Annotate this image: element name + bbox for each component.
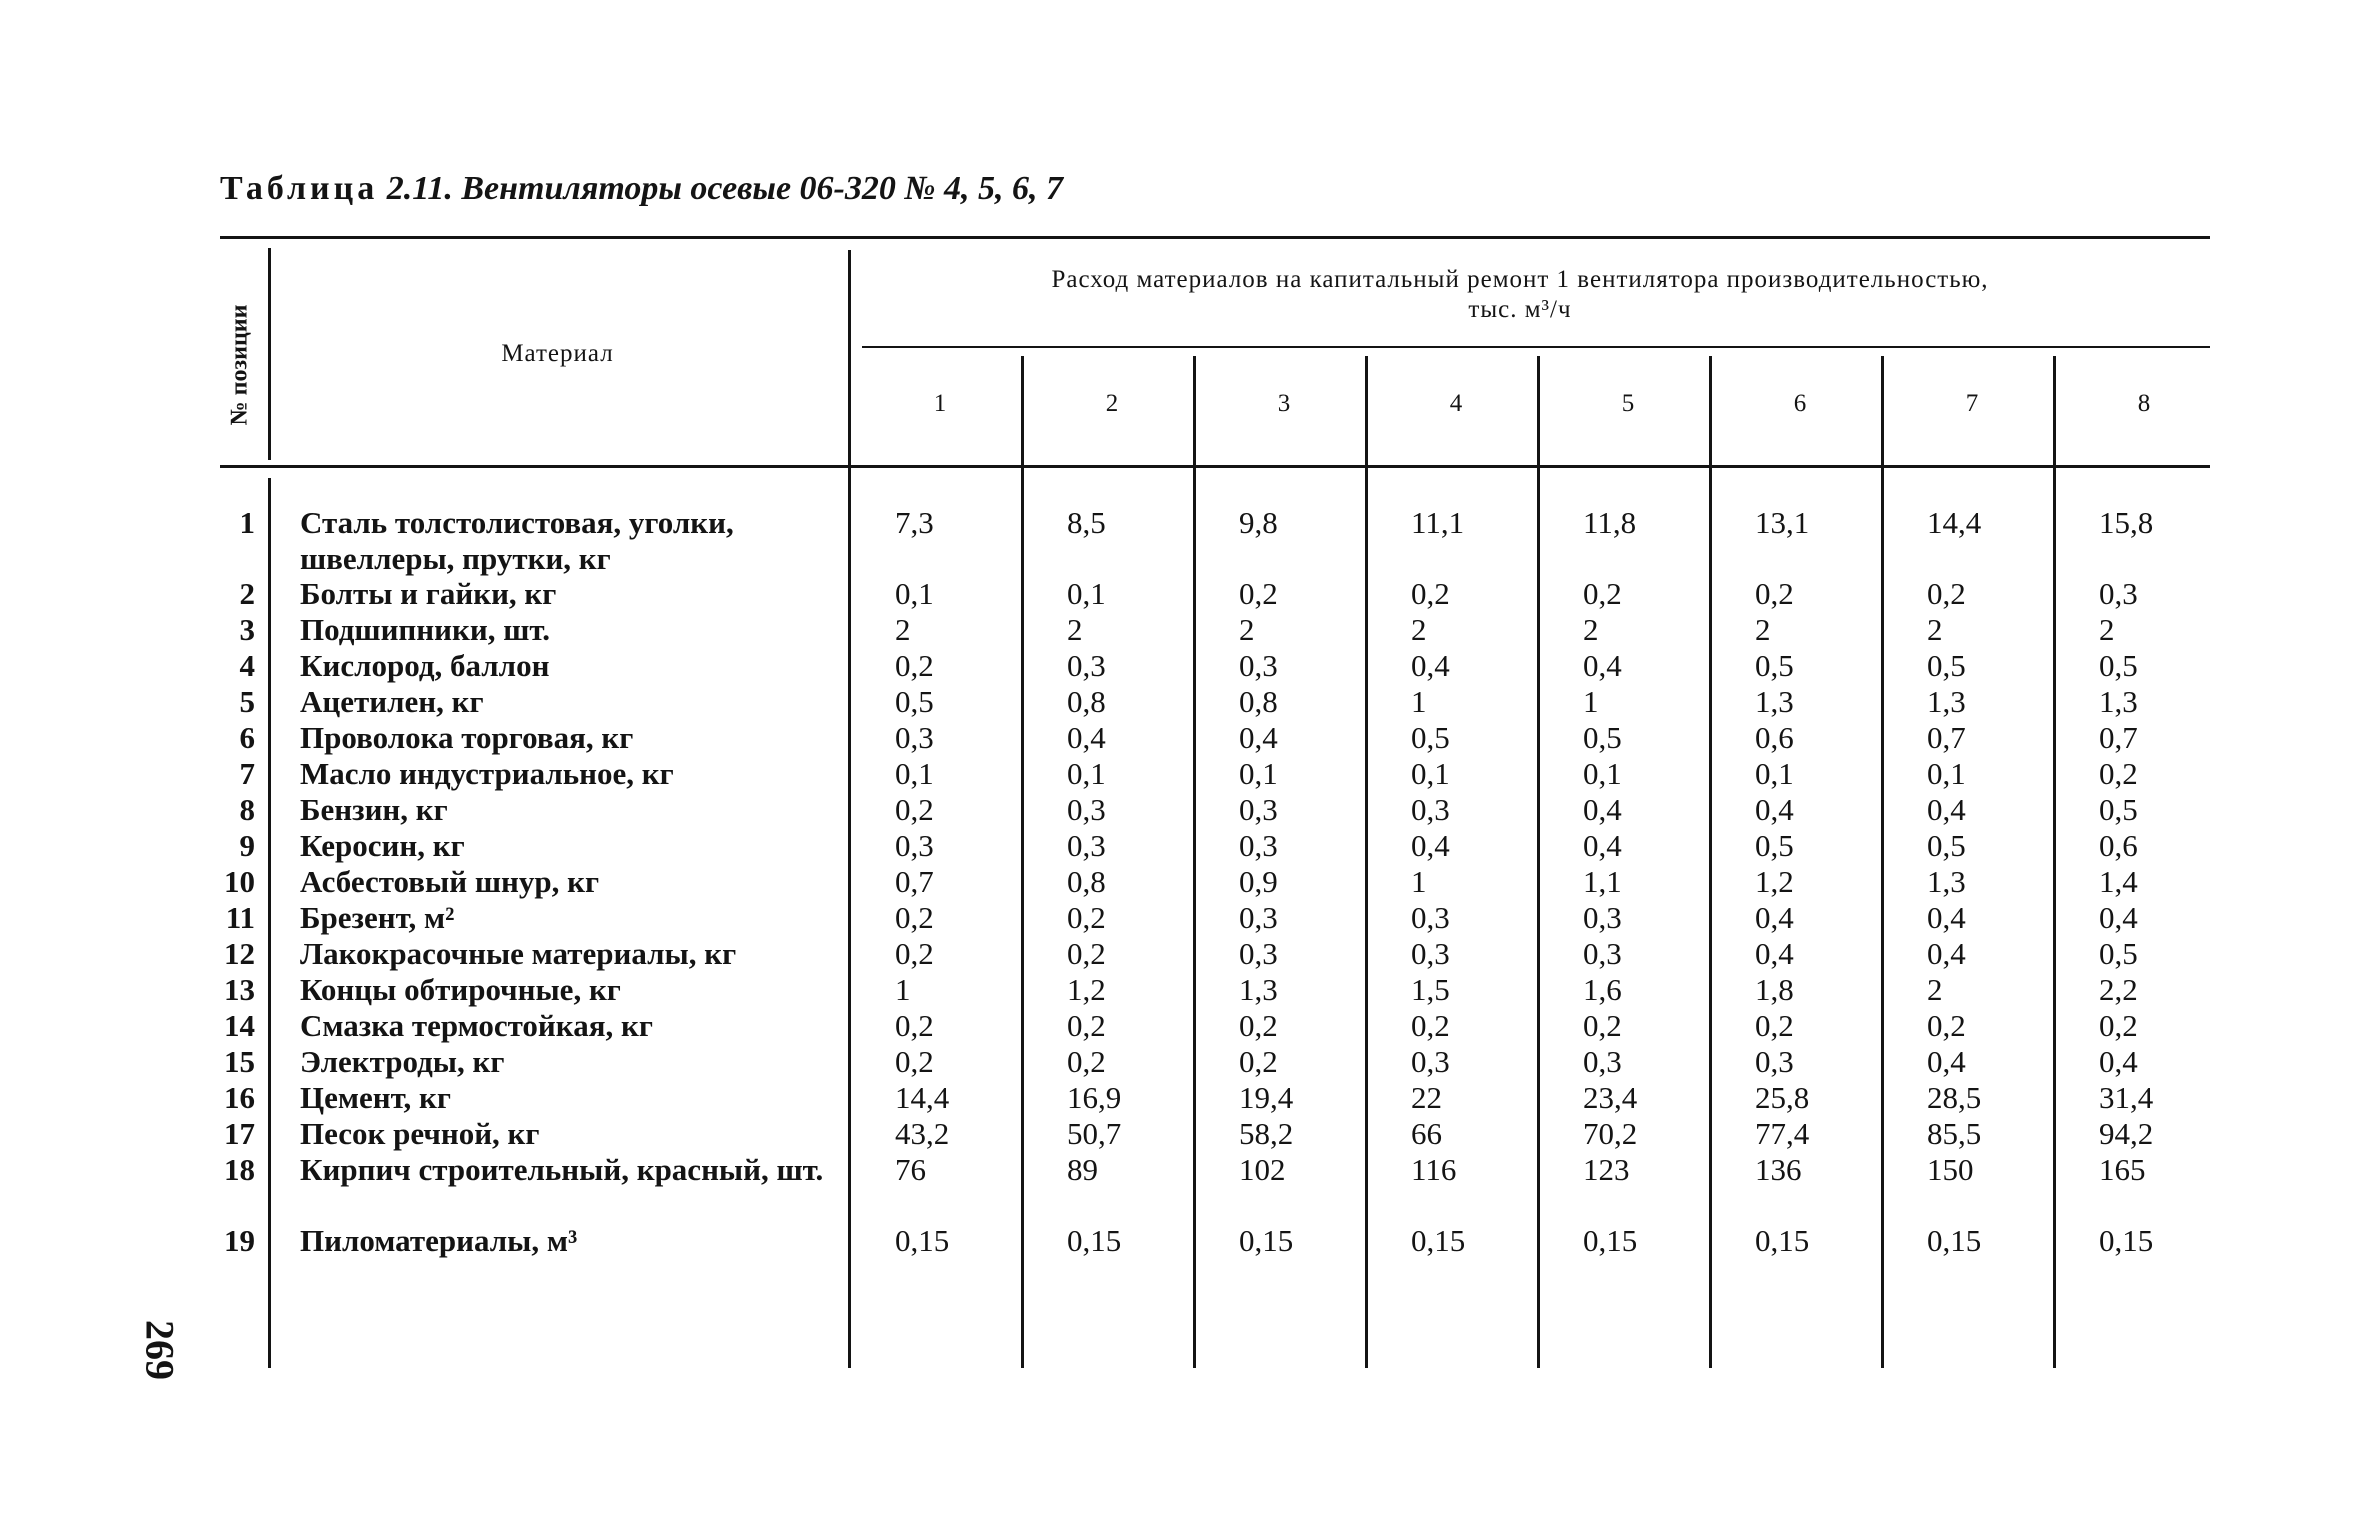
row-value-col-5: 0,3: [1583, 936, 1622, 971]
row-value-col-8: 0,2: [2099, 1008, 2138, 1043]
row-value-col-5: 11,8: [1583, 505, 1637, 540]
row-value-col-2: 0,1: [1067, 756, 1106, 791]
row-value-col-7: 0,7: [1927, 720, 1966, 755]
row-position: 3: [239, 612, 255, 647]
row-material: Цемент, кг: [300, 1080, 451, 1115]
top-rule: [220, 236, 2210, 239]
row-material: Смазка термостойкая, кг: [300, 1008, 653, 1043]
table-row: [0, 756, 2362, 792]
row-value-col-5: 1: [1583, 684, 1599, 719]
column-number-3: 3: [1277, 390, 1291, 417]
row-material: Кислород, баллон: [300, 648, 550, 683]
row-value-col-3: 0,4: [1239, 720, 1278, 755]
row-value-col-1: 0,5: [895, 684, 934, 719]
row-value-col-3: 102: [1239, 1152, 1286, 1187]
row-value-col-7: 85,5: [1927, 1116, 1982, 1151]
row-position: 7: [239, 756, 255, 791]
row-position: 10: [224, 864, 255, 899]
row-value-col-4: 0,3: [1411, 900, 1450, 935]
row-value-col-6: 0,4: [1755, 900, 1794, 935]
row-value-col-6: 0,4: [1755, 936, 1794, 971]
row-value-col-8: 0,2: [2099, 756, 2138, 791]
row-material: Сталь толстолистовая, уголки, швеллеры, прутки, кг: [300, 505, 734, 576]
table-row: [0, 720, 2362, 756]
row-value-col-2: 2: [1067, 612, 1083, 647]
row-value-col-3: 0,3: [1239, 828, 1278, 863]
row-value-col-3: 58,2: [1239, 1116, 1294, 1151]
row-value-col-1: 0,2: [895, 936, 934, 971]
row-value-col-1: 0,3: [895, 720, 934, 755]
row-value-col-7: 150: [1927, 1152, 1974, 1187]
column-number-6: 6: [1793, 390, 1807, 417]
row-value-col-3: 0,1: [1239, 756, 1278, 791]
row-value-col-8: 0,4: [2099, 900, 2138, 935]
row-position: 17: [224, 1116, 255, 1151]
header-consumption: [850, 265, 2190, 325]
row-value-col-7: 14,4: [1927, 505, 1982, 540]
table-row: [0, 684, 2362, 720]
row-value-col-5: 2: [1583, 612, 1599, 647]
table-row: [0, 936, 2362, 972]
row-value-col-8: 1,4: [2099, 864, 2138, 899]
row-value-col-3: 0,8: [1239, 684, 1278, 719]
row-material: Бензин, кг: [300, 792, 448, 827]
row-material: Подшипники, шт.: [300, 612, 551, 647]
row-value-col-2: 0,3: [1067, 792, 1106, 827]
row-value-col-4: 0,4: [1411, 648, 1450, 683]
row-value-col-3: 0,2: [1239, 576, 1278, 611]
table-caption: [220, 170, 1063, 208]
row-value-col-2: 0,8: [1067, 864, 1106, 899]
row-value-col-6: 13,1: [1755, 505, 1810, 540]
row-position: 18: [224, 1152, 255, 1187]
row-value-col-8: 0,15: [2099, 1223, 2154, 1258]
header-position: [205, 265, 275, 465]
row-value-col-6: 2: [1755, 612, 1771, 647]
row-value-col-2: 0,15: [1067, 1223, 1122, 1258]
row-value-col-5: 0,2: [1583, 576, 1622, 611]
row-value-col-6: 136: [1755, 1152, 1802, 1187]
table-row: [0, 1116, 2362, 1152]
page-number: [120, 1310, 200, 1390]
table-row: [0, 1044, 2362, 1080]
row-value-col-3: 0,3: [1239, 792, 1278, 827]
row-position: 2: [239, 576, 255, 611]
column-number-7: 7: [1965, 390, 1979, 417]
row-value-col-1: 76: [895, 1152, 926, 1187]
row-value-col-5: 23,4: [1583, 1080, 1638, 1115]
table-row: [0, 900, 2362, 936]
row-value-col-2: 0,3: [1067, 828, 1106, 863]
row-value-col-4: 0,3: [1411, 1044, 1450, 1079]
row-value-col-2: 0,2: [1067, 1044, 1106, 1079]
row-value-col-3: 0,2: [1239, 1008, 1278, 1043]
row-value-col-1: 0,1: [895, 756, 934, 791]
row-value-col-8: 1,3: [2099, 684, 2138, 719]
row-value-col-1: 0,2: [895, 1008, 934, 1043]
header-consumption-line2: тыс. м³/ч: [1468, 296, 1572, 323]
row-value-col-2: 0,8: [1067, 684, 1106, 719]
row-value-col-1: 0,2: [895, 648, 934, 683]
row-value-col-5: 0,4: [1583, 828, 1622, 863]
row-material: Болты и гайки, кг: [300, 576, 557, 611]
row-value-col-8: 0,5: [2099, 792, 2138, 827]
row-value-col-8: 0,5: [2099, 648, 2138, 683]
row-position: 15: [224, 1044, 255, 1079]
row-value-col-7: 0,5: [1927, 648, 1966, 683]
row-value-col-4: 2: [1411, 612, 1427, 647]
header-bottom-rule: [220, 465, 2210, 468]
row-value-col-8: 0,3: [2099, 576, 2138, 611]
row-value-col-7: 0,5: [1927, 828, 1966, 863]
column-number-8: 8: [2137, 390, 2151, 417]
table-row: [0, 1008, 2362, 1044]
row-value-col-6: 1,2: [1755, 864, 1794, 899]
row-value-col-7: 28,5: [1927, 1080, 1982, 1115]
row-value-col-3: 0,2: [1239, 1044, 1278, 1079]
row-value-col-4: 66: [1411, 1116, 1442, 1151]
column-number-5: 5: [1621, 390, 1635, 417]
row-value-col-1: 0,2: [895, 792, 934, 827]
row-value-col-7: 1,3: [1927, 864, 1966, 899]
caption-label: Таблица: [220, 170, 379, 207]
row-value-col-3: 0,3: [1239, 900, 1278, 935]
row-value-col-7: 0,2: [1927, 1008, 1966, 1043]
row-value-col-6: 1,8: [1755, 972, 1794, 1007]
row-value-col-5: 0,4: [1583, 648, 1622, 683]
row-value-col-5: 0,3: [1583, 1044, 1622, 1079]
row-value-col-4: 0,1: [1411, 756, 1450, 791]
row-material: Брезент, м²: [300, 900, 455, 935]
row-material: Проволока торговая, кг: [300, 720, 634, 755]
row-value-col-1: 0,7: [895, 864, 934, 899]
row-material: Электроды, кг: [300, 1044, 505, 1079]
row-value-col-5: 0,3: [1583, 900, 1622, 935]
row-value-col-8: 0,6: [2099, 828, 2138, 863]
row-position: 8: [239, 792, 255, 827]
row-value-col-4: 0,3: [1411, 792, 1450, 827]
row-material: Пиломатериалы, м³: [300, 1223, 578, 1258]
row-position: 12: [224, 936, 255, 971]
row-material: Керосин, кг: [300, 828, 465, 863]
row-value-col-7: 2: [1927, 612, 1943, 647]
row-value-col-1: 0,2: [895, 900, 934, 935]
row-value-col-5: 1,6: [1583, 972, 1622, 1007]
row-position: 11: [225, 900, 255, 935]
row-value-col-6: 0,5: [1755, 648, 1794, 683]
row-position: 4: [239, 648, 255, 683]
row-value-col-3: 2: [1239, 612, 1255, 647]
row-value-col-2: 89: [1067, 1152, 1098, 1187]
row-value-col-7: 0,4: [1927, 900, 1966, 935]
row-value-col-6: 0,15: [1755, 1223, 1810, 1258]
row-value-col-8: 31,4: [2099, 1080, 2154, 1115]
row-value-col-7: 0,4: [1927, 936, 1966, 971]
row-value-col-4: 1,5: [1411, 972, 1450, 1007]
column-number-2: 2: [1105, 390, 1119, 417]
row-value-col-2: 16,9: [1067, 1080, 1122, 1115]
subheader-rule: [862, 346, 2210, 348]
row-value-col-7: 1,3: [1927, 684, 1966, 719]
row-value-col-7: 2: [1927, 972, 1943, 1007]
row-material: Лакокрасочные материалы, кг: [300, 936, 737, 971]
row-position: 1: [239, 505, 255, 540]
row-value-col-6: 0,3: [1755, 1044, 1794, 1079]
row-material: Кирпич строительный, красный, шт.: [300, 1152, 824, 1187]
table-row: [0, 576, 2362, 612]
row-value-col-1: 43,2: [895, 1116, 950, 1151]
header-material: Материал: [501, 340, 614, 367]
row-value-col-4: 0,2: [1411, 576, 1450, 611]
row-value-col-1: 0,1: [895, 576, 934, 611]
row-value-col-4: 0,3: [1411, 936, 1450, 971]
row-value-col-2: 1,2: [1067, 972, 1106, 1007]
row-value-col-1: 1: [895, 972, 911, 1007]
row-value-col-3: 0,3: [1239, 648, 1278, 683]
row-value-col-8: 2: [2099, 612, 2115, 647]
row-value-col-4: 0,5: [1411, 720, 1450, 755]
column-number-1: 1: [933, 390, 947, 417]
row-value-col-7: 0,15: [1927, 1223, 1982, 1258]
row-material: Концы обтирочные, кг: [300, 972, 621, 1007]
row-value-col-3: 1,3: [1239, 972, 1278, 1007]
row-value-col-1: 0,15: [895, 1223, 950, 1258]
row-value-col-7: 0,2: [1927, 576, 1966, 611]
row-value-col-8: 0,7: [2099, 720, 2138, 755]
row-value-col-4: 0,2: [1411, 1008, 1450, 1043]
row-position: 19: [224, 1223, 255, 1258]
row-value-col-8: 0,5: [2099, 936, 2138, 971]
row-value-col-3: 0,9: [1239, 864, 1278, 899]
row-value-col-6: 0,4: [1755, 792, 1794, 827]
table-row: [0, 612, 2362, 648]
row-value-col-4: 116: [1411, 1152, 1457, 1187]
row-value-col-7: 0,4: [1927, 792, 1966, 827]
row-value-col-1: 0,2: [895, 1044, 934, 1079]
row-value-col-6: 0,2: [1755, 576, 1794, 611]
row-value-col-2: 0,2: [1067, 900, 1106, 935]
table-row: [0, 648, 2362, 684]
row-material: Ацетилен, кг: [300, 684, 484, 719]
row-value-col-8: 165: [2099, 1152, 2146, 1187]
row-position: 6: [239, 720, 255, 755]
row-position: 14: [224, 1008, 255, 1043]
row-value-col-3: 9,8: [1239, 505, 1278, 540]
row-value-col-3: 19,4: [1239, 1080, 1294, 1115]
row-value-col-5: 0,2: [1583, 1008, 1622, 1043]
row-value-col-5: 70,2: [1583, 1116, 1638, 1151]
row-value-col-2: 0,2: [1067, 1008, 1106, 1043]
row-value-col-7: 0,1: [1927, 756, 1966, 791]
row-material: Масло индустриальное, кг: [300, 756, 674, 791]
row-value-col-4: 1: [1411, 864, 1427, 899]
header-position-label: № позиции: [226, 304, 253, 426]
row-value-col-4: 11,1: [1411, 505, 1465, 540]
row-value-col-5: 0,4: [1583, 792, 1622, 827]
row-value-col-6: 1,3: [1755, 684, 1794, 719]
table-row: [0, 864, 2362, 900]
row-value-col-6: 0,5: [1755, 828, 1794, 863]
row-value-col-5: 123: [1583, 1152, 1630, 1187]
row-position: 16: [224, 1080, 255, 1115]
row-value-col-1: 2: [895, 612, 911, 647]
page-number-text: 269: [137, 1320, 183, 1380]
row-position: 13: [224, 972, 255, 1007]
row-value-col-2: 0,2: [1067, 936, 1106, 971]
row-value-col-2: 0,4: [1067, 720, 1106, 755]
row-value-col-5: 0,15: [1583, 1223, 1638, 1258]
row-value-col-5: 0,5: [1583, 720, 1622, 755]
column-number-4: 4: [1449, 390, 1463, 417]
row-value-col-5: 0,1: [1583, 756, 1622, 791]
row-value-col-3: 0,3: [1239, 936, 1278, 971]
row-value-col-4: 22: [1411, 1080, 1442, 1115]
row-material: Асбестовый шнур, кг: [300, 864, 600, 899]
table-row: [0, 1223, 2362, 1259]
table-row: [0, 505, 2362, 576]
table-row: [0, 1152, 2362, 1188]
row-value-col-8: 15,8: [2099, 505, 2154, 540]
row-value-col-1: 14,4: [895, 1080, 950, 1115]
table-row: [0, 972, 2362, 1008]
row-value-col-6: 0,6: [1755, 720, 1794, 755]
row-value-col-1: 0,3: [895, 828, 934, 863]
row-value-col-1: 7,3: [895, 505, 934, 540]
row-value-col-2: 50,7: [1067, 1116, 1122, 1151]
row-value-col-2: 0,1: [1067, 576, 1106, 611]
row-position: 9: [239, 828, 255, 863]
row-value-col-3: 0,15: [1239, 1223, 1294, 1258]
row-value-col-6: 0,2: [1755, 1008, 1794, 1043]
row-value-col-4: 1: [1411, 684, 1427, 719]
row-value-col-8: 2,2: [2099, 972, 2138, 1007]
row-value-col-2: 0,3: [1067, 648, 1106, 683]
row-value-col-6: 25,8: [1755, 1080, 1810, 1115]
row-value-col-4: 0,15: [1411, 1223, 1466, 1258]
row-position: 5: [239, 684, 255, 719]
table-row: [0, 792, 2362, 828]
row-value-col-6: 0,1: [1755, 756, 1794, 791]
caption-title: 2.11. Вентиляторы осевые 06-320 № 4, 5, 6, 7: [386, 170, 1063, 207]
row-value-col-5: 1,1: [1583, 864, 1622, 899]
row-value-col-6: 77,4: [1755, 1116, 1810, 1151]
row-value-col-4: 0,4: [1411, 828, 1450, 863]
header-consumption-line1: Расход материалов на капитальный ремонт 1 вентилятора производительностью,: [1051, 266, 1989, 293]
table-row: [0, 1080, 2362, 1116]
row-value-col-8: 0,4: [2099, 1044, 2138, 1079]
row-material: Песок речной, кг: [300, 1116, 540, 1151]
row-value-col-7: 0,4: [1927, 1044, 1966, 1079]
row-value-col-2: 8,5: [1067, 505, 1106, 540]
row-value-col-8: 94,2: [2099, 1116, 2154, 1151]
table-row: [0, 828, 2362, 864]
